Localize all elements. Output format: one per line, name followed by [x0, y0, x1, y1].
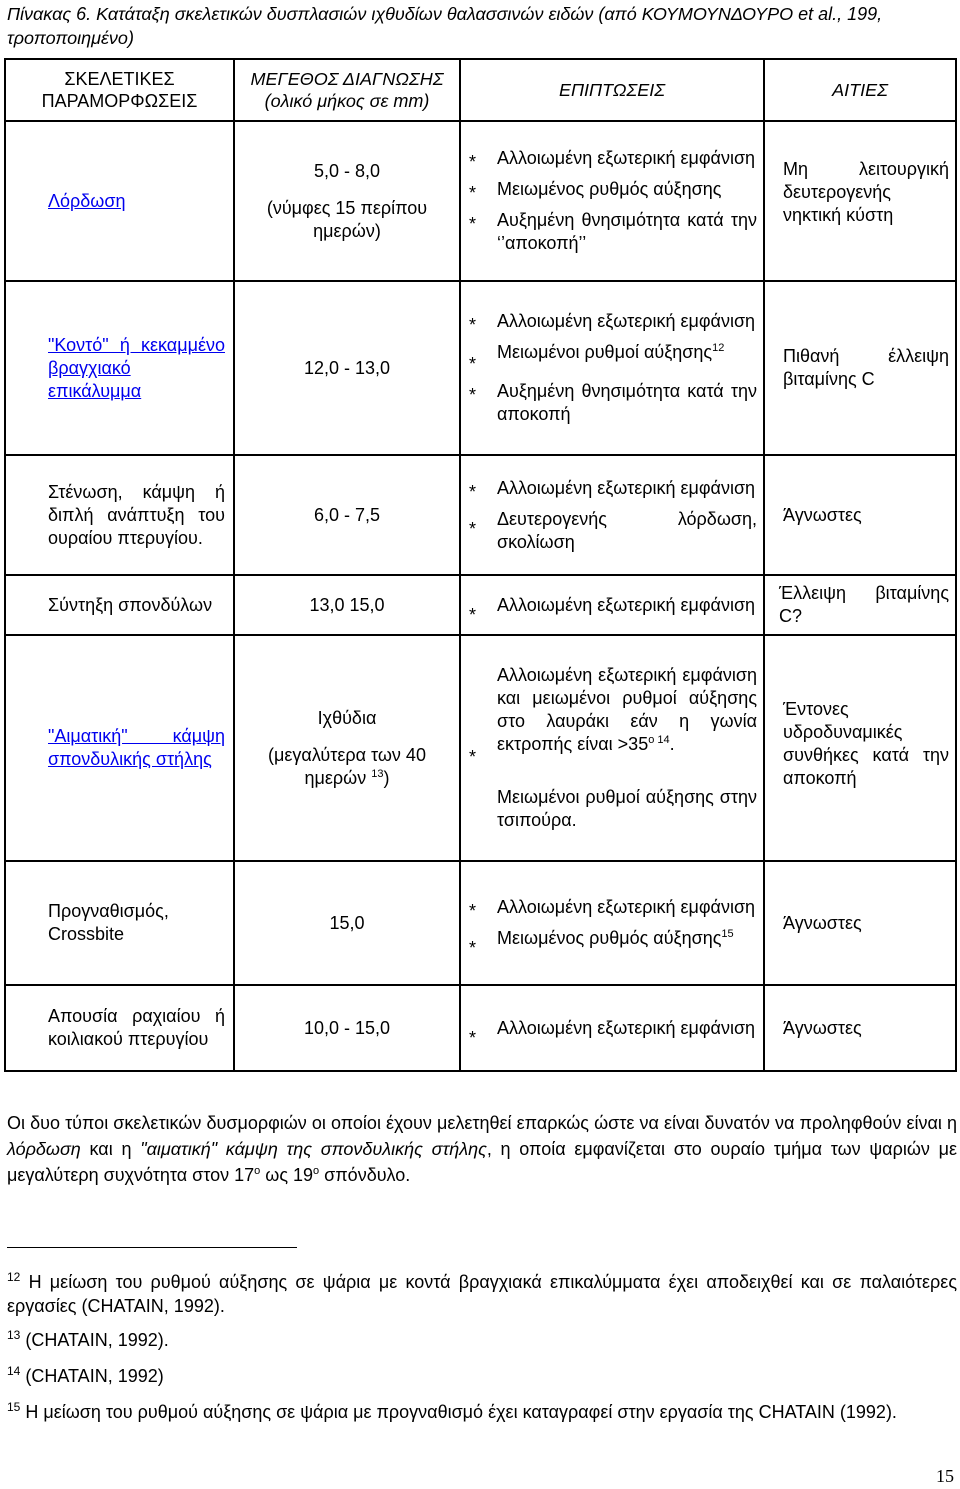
table-row [5, 861, 956, 985]
table-row [5, 121, 956, 281]
incidence-item: * Αυξημένη θνησιμότητα κατά την ‘’αποκοπή’’ [469, 210, 757, 253]
incidence-cell [460, 861, 764, 985]
incidence-item: * Αλλοιωμένη εξωτερική εμφάνιση και μειωμένοι ρυθμοί αύξησης στο λαυράκι εάν η γωνία εκτροπής $\varepsilon ί\nu\alpha\iota >35^{o 14}$. [469, 665, 757, 767]
incidence-cell [460, 635, 764, 861]
deformity-cell: Προγναθισμός, Crossbite [5, 861, 234, 985]
deformities-table [4, 58, 957, 1072]
table-header-row [5, 59, 956, 121]
incidence-cell [460, 281, 764, 455]
incidence-item: * Αλλοιωμένη εξωτερική εμφάνιση [469, 148, 756, 172]
deformity-link-opercle[interactable]: "Κοντό" ή κεκαμμένο βραγχιακό επικάλυμμα [48, 334, 225, 401]
size-cell: 12,0 - 13,0 [234, 281, 460, 455]
table-row [5, 635, 956, 861]
incidence-item: * Αλλοιωμένη εξωτερική εμφάνιση [469, 594, 756, 625]
incidence-cell [460, 985, 764, 1071]
table-row [5, 985, 956, 1071]
header-deformities: ΣΚΕΛΕΤΙΚΕΣ ΠΑΡΑΜΟΡΦΩΣΕΙΣ [5, 59, 234, 121]
header-size: ΜΕΓΕΘΟΣ ΔΙΑΓΝΩΣΗΣ (ολικό μήκος σε mm) [234, 59, 460, 121]
cause-cell: Άγνωστες [764, 455, 956, 575]
deformity-link-hemal[interactable]: "Αιματική" κάμψη σπονδυλικής στήλης [48, 726, 225, 769]
header-causes: ΑΙΤΙΕΣ [764, 59, 956, 121]
cause-cell: Έντονες υδροδυναμικές συνθήκες κατά την αποκοπή [764, 635, 956, 861]
footnote-12: $^{12}$ Η μείωση του ρυθμού αύξησης σε ψάρια με κοντά βραγχιακά επικαλύμματα έχει αποδειχθεί και σε παλαιότερες εργασίες (CHATAIN, 1992). [7, 1270, 957, 1316]
incidence-item: * Μειωμένος ρυθμός αύξησης [469, 179, 722, 203]
deformity-cell[interactable] [5, 121, 234, 281]
size-cell: 13,0 15,0 [234, 575, 460, 635]
cause-cell: Άγνωστες [764, 861, 956, 985]
incidence-cell [460, 121, 764, 281]
deformity-cell[interactable] [5, 635, 234, 861]
incidence-item: * Αλλοιωμένη εξωτερική εμφάνιση [469, 897, 756, 921]
incidence-item: * Μειωμένοι ρυθμοί αύξησης$^{12}$ [469, 342, 725, 374]
footnote-separator [7, 1247, 297, 1248]
table-caption: Πίνακας 6. Κατάταξη σκελετικών δυσπλασιών ιχθυδίων θαλασσινών ειδών (από ΚΟΥΜΟΥΝΔΟΥΡΟ et al., 199, τροποποιημένο) [7, 4, 883, 48]
deformity-cell: Απουσία ραχιαίου ή κοιλιακού πτερυγίου [5, 985, 234, 1071]
footnote-13: $^{13}$ (CHATAIN, 1992). [7, 1328, 169, 1350]
footnote-14: $^{14}$ (CHATAIN, 1992) [7, 1364, 164, 1386]
incidence-item: * Αλλοιωμένη εξωτερική εμφάνιση [469, 477, 756, 502]
header-incidence: ΕΠΙΠΤΩΣΕΙΣ [460, 59, 764, 121]
size-cell [234, 121, 460, 281]
incidence-item: * Αλλοιωμένη εξωτερική εμφάνιση [469, 1017, 756, 1048]
cause-cell: Έλλειψη βιταμίνης C? [764, 575, 956, 635]
cause-cell: Πιθανή έλλειψη βιταμίνης C [764, 281, 956, 455]
size-note: (νύμφες 15 περίπου ημερών) [266, 197, 428, 241]
footnote-15: $^{15}$ Η μείωση του ρυθμού αύξησης σε ψάρια με προγναθισμό έχει καταγραφεί στην εργασία της CHATAIN (1992). [7, 1400, 897, 1422]
table-row [5, 575, 956, 635]
deformity-link-lordosis[interactable]: Λόρδωση [48, 190, 126, 211]
table-row [5, 281, 956, 455]
table-row [5, 455, 956, 575]
size-cell: 10,0 - 15,0 [234, 985, 460, 1071]
size-cell: 6,0 - 7,5 [234, 455, 460, 575]
incidence-item: * Αλλοιωμένη εξωτερική εμφάνιση [469, 311, 756, 335]
incidence-extra: Μειωμένοι ρυθμοί αύξησης στην τσιπούρα. [497, 787, 757, 830]
incidence-item: * Μειωμένος ρυθμός αύξησης$^{15}$ [469, 928, 734, 958]
size-value: Ιχθύδια [317, 707, 377, 728]
deformity-cell[interactable] [5, 281, 234, 455]
incidence-item: * Δευτερογενής λόρδωση, σκολίωση [469, 508, 757, 552]
incidence-item: * Αυξημένη θνησιμότητα κατά την αποκοπή [469, 381, 757, 424]
incidence-cell [460, 455, 764, 575]
size-cell [234, 635, 460, 861]
cause-cell: Μη λειτουργική δευτερογενής νηκτική κύστη [764, 121, 956, 281]
size-cell: 15,0 [234, 861, 460, 985]
deformity-cell: Σύντηξη σπονδύλων [5, 575, 234, 635]
body-paragraph: Οι δυο τύποι σκελετικών δυσμορφιών οι οποίοι έχουν μελετηθεί επαρκώς ώστε να είναι δυνατόν να προληφθούν είναι η λόρδωση και η "αιματική" κάμψη της σπονδυλικής στήλης, η οποία εμφανίζεται στο ουραίο τμήμα των ψαριών με μεγαλύτερη συχνότητα στον $17^o$ ως $19^o$ σπόνδυλο. [7, 1113, 958, 1185]
deformity-cell: Στένωση, κάμψη ή διπλή ανάπτυξη του ουραίου πτερυγίου. [5, 455, 234, 575]
size-value: 5,0 - 8,0 [313, 160, 381, 181]
cause-cell: Άγνωστες [764, 985, 956, 1071]
size-note: (μεγαλύτερα των 40 ημερών $^{13}$) [268, 744, 426, 788]
incidence-cell [460, 575, 764, 635]
page-number: 15 [936, 1466, 954, 1486]
